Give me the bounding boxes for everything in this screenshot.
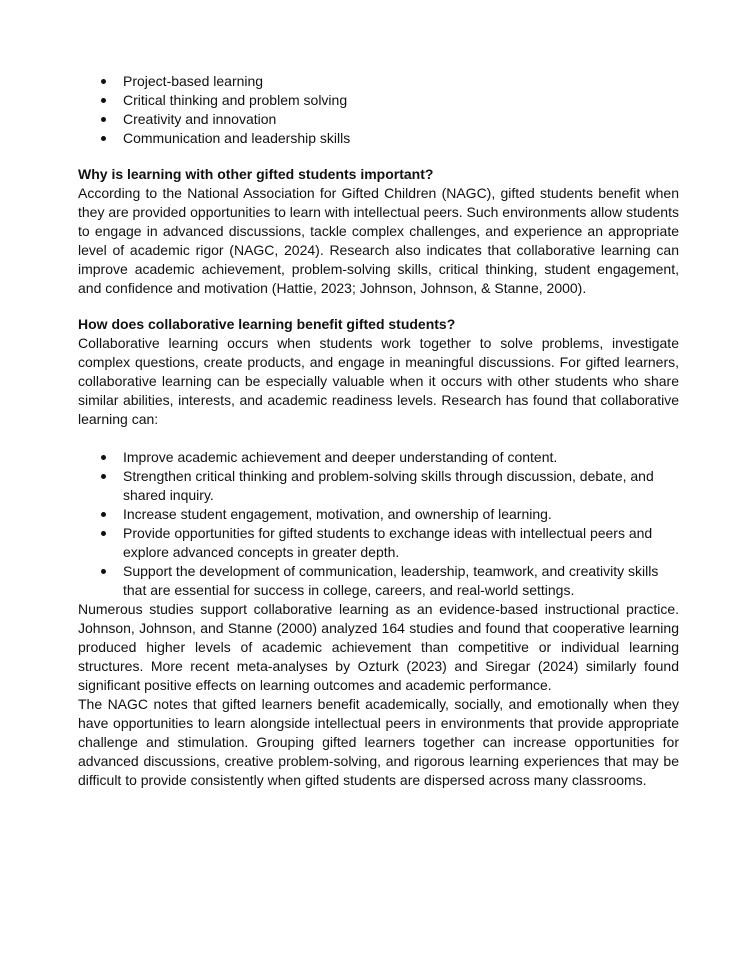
paragraph-nagc-grouping: The NAGC notes that gifted learners benefit academically, socially, and emotionally when they have opportunities to learn alongside intellectual peers in environments that provide appropriate challenge and stimulation. Grouping gifted learners together can increase opportunities for advanced discussions, creative problem-solving, and rigorous learning experiences that may be difficult to provide consistently when gifted students are dispersed across many classrooms. <box>78 696 679 788</box>
paragraph-research-studies: Numerous studies support collaborative learning as an evidence-based instructional practice. Johnson, Johnson, and Stanne (2000) analyzed 164 studies and found that cooperative learning produced higher levels of academic achievement than competitive or individual learning structures. More recent meta-analyses by Ozturk (2023) and Siregar (2024) similarly found significant positive effects on learning outcomes and academic performance. <box>78 601 679 693</box>
list-item: Improve academic achievement and deeper understanding of content. <box>78 448 679 467</box>
list-item: Creativity and innovation <box>78 110 679 129</box>
document-page <box>78 70 679 790</box>
list-item: Increase student engagement, motivation, and ownership of learning. <box>78 505 679 524</box>
section-heading-collaborative-benefits: How does collaborative learning benefit gifted students? <box>78 316 456 332</box>
benefits-bullet-list <box>78 448 679 600</box>
paragraph-collaborative-definition: Collaborative learning occurs when students work together to solve problems, investigate complex questions, create products, and engage in meaningful discussions. For gifted learners, collaborative learning can be especially valuable when it occurs with other students who share similar abilities, interests, and academic readiness levels. Research has found that collaborative learning can: <box>78 335 679 427</box>
list-item: Provide opportunities for gifted students to exchange ideas with intellectual peers and explore advanced concepts in greater depth. <box>78 524 679 562</box>
list-item: Strengthen critical thinking and problem-solving skills through discussion, debate, and shared inquiry. <box>78 467 679 505</box>
list-item: Project-based learning <box>78 72 679 91</box>
skills-bullet-list <box>78 72 679 148</box>
paragraph-nagc-peers: According to the National Association for Gifted Children (NAGC), gifted students benefit when they are provided opportunities to learn with intellectual peers. Such environments allow students to engage in advanced discussions, tackle complex challenges, and experience an appropriate level of academic rigor (NAGC, 2024). Research also indicates that collaborative learning can improve academic achievement, problem-solving skills, critical thinking, student engagement, and confidence and motivation (Hattie, 2023; Johnson, Johnson, & Stanne, 2000). <box>78 185 679 296</box>
list-item: Critical thinking and problem solving <box>78 91 679 110</box>
list-item: Support the development of communication, leadership, teamwork, and creativity skills that are essential for success in college, careers, and real-world settings. <box>78 562 679 600</box>
section-heading-why-important: Why is learning with other gifted students important? <box>78 166 434 182</box>
list-item: Communication and leadership skills <box>78 129 679 148</box>
